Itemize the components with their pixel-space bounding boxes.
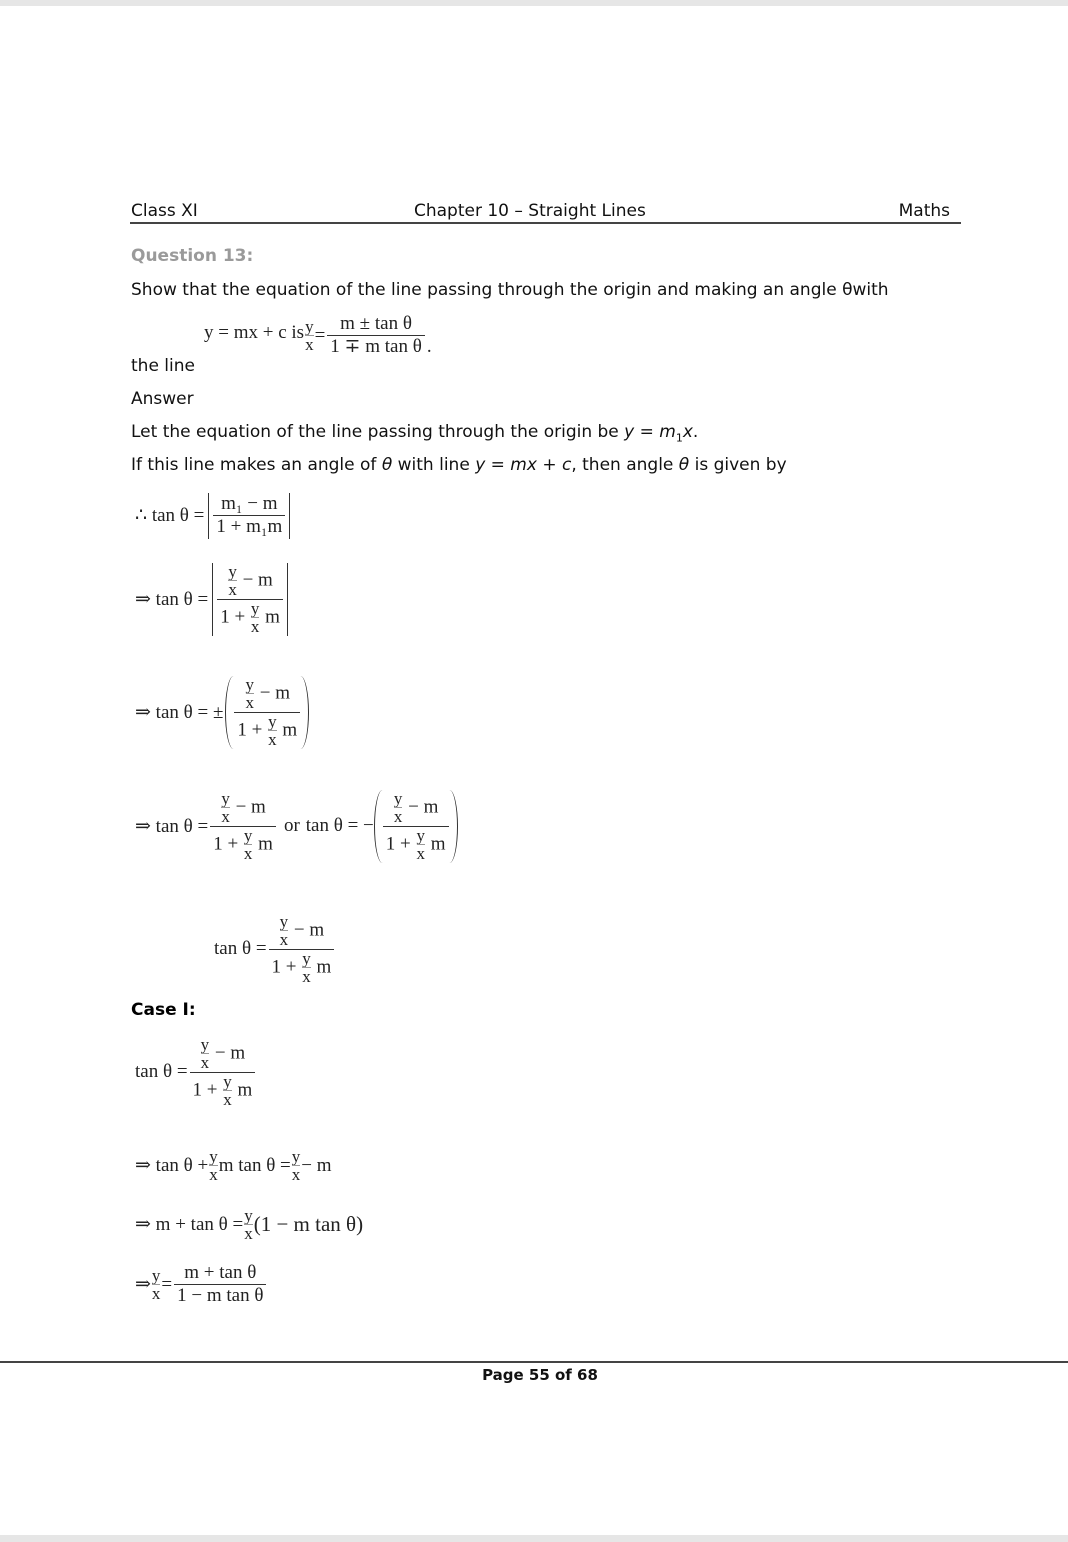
- case-1-label: Case I:: [131, 1000, 196, 1020]
- case1-step-4: ⇒ $\frac{y}{x}$ = $\frac{\text{m + tan θ}}{\text{1 − m tan θ}}$: [135, 1262, 268, 1308]
- result-fraction: $\frac{\text{m ± tan θ}}{\text{1 ∓ m tan θ}}$: [327, 313, 425, 359]
- given-line-equation: y = mx + c is: [204, 321, 305, 343]
- the-line-label: the line: [131, 356, 195, 376]
- answer-line-2: If this line makes an angle of θ with line y = mx + c, then angle θ is given by: [131, 455, 787, 475]
- footer-rule: [0, 1361, 1068, 1363]
- page-number: Page 55 of 68: [482, 1366, 598, 1384]
- step-angle-formula: ∴ tan θ = $\frac{\text{m₁ − m}}{\text{1 + m₁m}}$: [135, 493, 290, 539]
- step-plus-minus: ⇒ tan θ = ± $\frac{y}{x}$ − m 1 + $\frac{y}{x}$ m: [135, 676, 309, 749]
- question-text: Show that the equation of the line passing through the origin and making an angle θwith: [131, 280, 889, 300]
- class-label: Class XI: [131, 201, 198, 221]
- question-title: Question 13:: [131, 246, 254, 266]
- answer-label: Answer: [131, 389, 194, 409]
- bottom-gray-strip: [0, 1535, 1068, 1542]
- page-header: [130, 200, 961, 224]
- question-equation: y = mx + c is $\frac{y}{x}$ = $\frac{\text{m ± tan θ}}{\text{1 ∓ m tan θ}}$ .: [204, 313, 432, 357]
- subject-label: Maths: [898, 201, 950, 221]
- step-substitute: ⇒ tan θ = $\frac{y}{x}$ − m 1 + $\frac{y}{x}$ m: [135, 563, 288, 636]
- case1-step-1: tan θ = $\frac{y}{x}$ − m 1 + $\frac{y}{x}$ m: [135, 1036, 257, 1109]
- answer-line-1: Let the equation of the line passing through the origin be $y = m_1x$.: [131, 422, 699, 445]
- top-gray-strip: [0, 0, 1068, 6]
- case1-step-2: ⇒ tan θ + $\frac{y}{x}$ m tan θ = $\frac{y}{x}$ − m: [135, 1147, 332, 1184]
- y-over-x-fraction: $\frac{y}{x}$: [305, 316, 314, 354]
- chapter-title: Chapter 10 – Straight Lines: [414, 201, 646, 221]
- case1-step-3: ⇒ m + tan θ = $\frac{y}{x}$ (1 − m tan θ): [135, 1206, 364, 1243]
- step-two-cases: ⇒ tan θ = $\frac{y}{x}$ − m 1 + $\frac{y}{x}$ m or tan θ = − $\frac{y}{x}$ − m 1 + $\frac{y}{x}$ m: [135, 790, 458, 863]
- case1-header-formula: tan θ = $\frac{y}{x}$ − m 1 + $\frac{y}{x}$ m: [214, 913, 336, 986]
